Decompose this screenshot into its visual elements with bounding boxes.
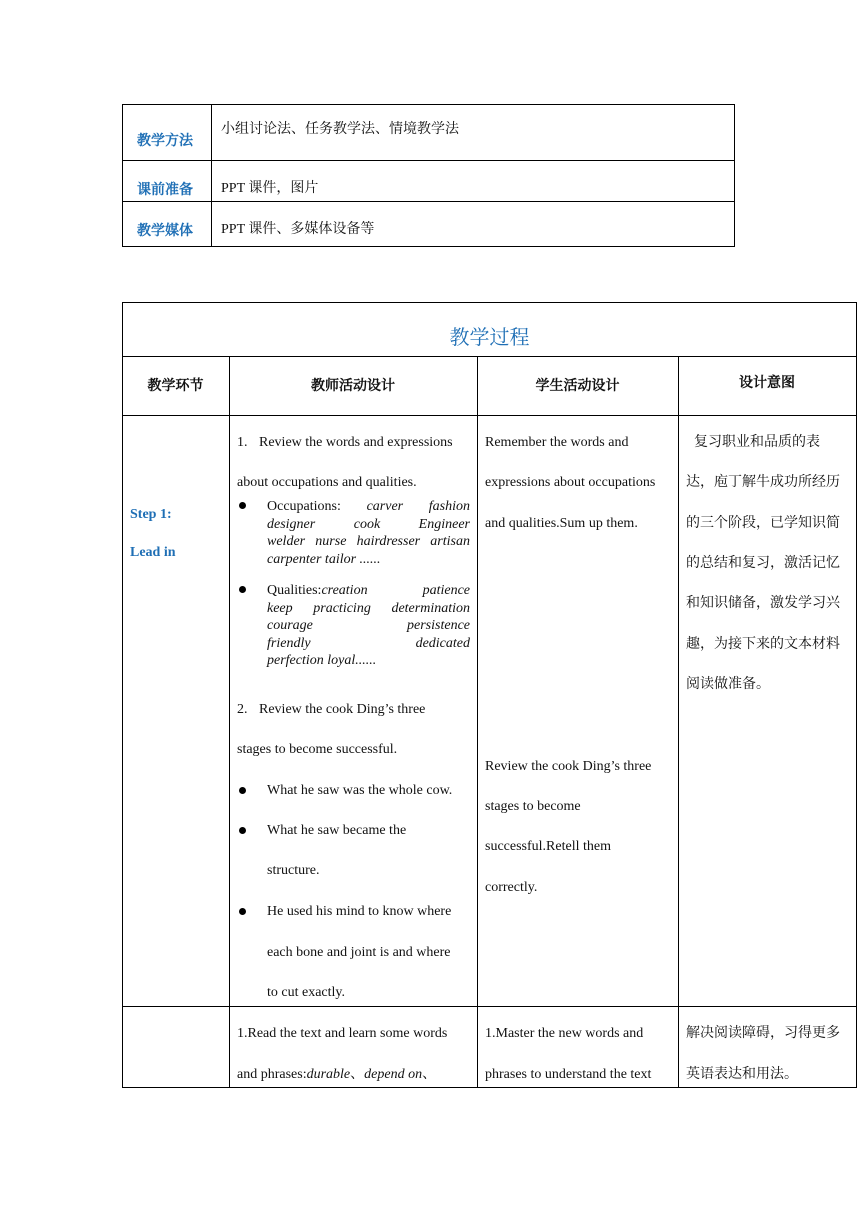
method-value: 小组讨论法、任务教学法、情境教学法 bbox=[221, 122, 459, 137]
intent-l6: 趣，为接下来的文本材料 bbox=[686, 637, 840, 652]
intent-l4: 的总结和复习，激活记忆 bbox=[686, 556, 840, 571]
intent-l1: 复习职业和品质的表 bbox=[694, 435, 820, 450]
bullet-dot bbox=[239, 586, 246, 593]
step1-label-line1: Step 1: bbox=[130, 507, 172, 522]
step1-label-line2: Lead in bbox=[130, 545, 176, 560]
bullet2-line1: What he saw became the bbox=[267, 823, 407, 838]
bullet3-line2: each bone and joint is and where bbox=[267, 945, 451, 960]
step2-student-l1: 1.Master the new words and bbox=[485, 1026, 644, 1041]
step2-teacher-prefix: and phrases: bbox=[237, 1067, 307, 1082]
header-student: 学生活动设计 bbox=[535, 378, 620, 394]
media-value: PPT 课件、多媒体设备等 bbox=[221, 222, 375, 237]
step2-student-l2: phrases to understand the text bbox=[485, 1067, 652, 1082]
header-intent: 设计意图 bbox=[739, 375, 795, 391]
occupations-l4: carpenter tailor ...... bbox=[267, 551, 381, 567]
item2-line1: Review the cook Ding’s three bbox=[259, 702, 426, 717]
bullet3-line3: to cut exactly. bbox=[267, 985, 346, 1000]
intent-l2: 达，庖丁解牛成功所经历 bbox=[686, 475, 840, 490]
step2-word-durable: durable bbox=[306, 1067, 351, 1082]
student-p1-l3: and qualities.Sum up them. bbox=[485, 516, 638, 531]
qualities-l5: perfection loyal...... bbox=[267, 653, 377, 668]
method-label: 教学方法 bbox=[137, 133, 193, 149]
preparation-value: PPT 课件，图片 bbox=[221, 181, 319, 196]
occupations-l2: designer cook Engineer bbox=[267, 516, 470, 532]
intent-l5: 和知识储备，激发学习兴 bbox=[686, 596, 840, 611]
qualities-l1: creation patience bbox=[321, 583, 470, 598]
student-p2-l3: successful.Retell them bbox=[485, 839, 611, 854]
preparation-label: 课前准备 bbox=[137, 182, 193, 198]
process-title: 教学过程 bbox=[449, 325, 530, 349]
item1-line2: about occupations and qualities. bbox=[237, 475, 417, 490]
occupations-label: Occupations: bbox=[267, 499, 367, 514]
bullet-dot bbox=[239, 908, 246, 915]
step2-teacher-l1: 1.Read the text and learn some words bbox=[237, 1026, 448, 1041]
item1-number: 1. bbox=[237, 435, 248, 450]
student-p2-l4: correctly. bbox=[485, 880, 538, 895]
student-p1-l1: Remember the words and bbox=[485, 435, 629, 450]
step2-sep: 、 bbox=[350, 1067, 365, 1082]
step2-teacher-l2 bbox=[237, 1055, 436, 1095]
header-stage: 教学环节 bbox=[147, 378, 204, 394]
item2-number: 2. bbox=[237, 702, 248, 717]
qualities-block bbox=[267, 582, 470, 670]
intent-l7: 阅读做准备。 bbox=[686, 677, 770, 692]
step2-intent-l1: 解决阅读障碍，习得更多 bbox=[686, 1026, 840, 1041]
qualities-label: Qualities: bbox=[267, 583, 322, 598]
qualities-l4: friendly dedicated bbox=[267, 635, 470, 651]
bullet-dot bbox=[239, 787, 246, 794]
student-p2-l1: Review the cook Ding’s three bbox=[485, 759, 652, 774]
bullet-dot bbox=[239, 827, 246, 834]
item2-line2: stages to become successful. bbox=[237, 742, 398, 757]
step2-word-depend-on: depend on bbox=[364, 1067, 423, 1082]
qualities-l2: keep practicing determination bbox=[267, 600, 470, 616]
occupations-l1: carver fashion bbox=[366, 499, 471, 514]
bullet2-line2: structure. bbox=[267, 863, 320, 878]
intent-l3: 的三个阶段，已学知识简 bbox=[686, 516, 840, 531]
occupations-block bbox=[267, 498, 470, 568]
step2-intent-l2: 英语表达和用法。 bbox=[686, 1067, 798, 1082]
occupations-l3: welder nurse hairdresser artisan bbox=[267, 534, 470, 549]
media-label: 教学媒体 bbox=[137, 223, 193, 239]
bullet3-line1: He used his mind to know where bbox=[267, 904, 452, 919]
item1-line1: Review the words and expressions bbox=[259, 435, 453, 450]
bullet1-text: What he saw was the whole cow. bbox=[267, 783, 453, 798]
bullet-dot bbox=[239, 502, 246, 509]
step2-end: 、 bbox=[422, 1067, 437, 1082]
student-p2-l2: stages to become bbox=[485, 799, 581, 814]
header-teacher: 教师活动设计 bbox=[311, 378, 395, 394]
qualities-l3: courage persistence bbox=[267, 618, 470, 633]
student-p1-l2: expressions about occupations bbox=[485, 475, 656, 490]
